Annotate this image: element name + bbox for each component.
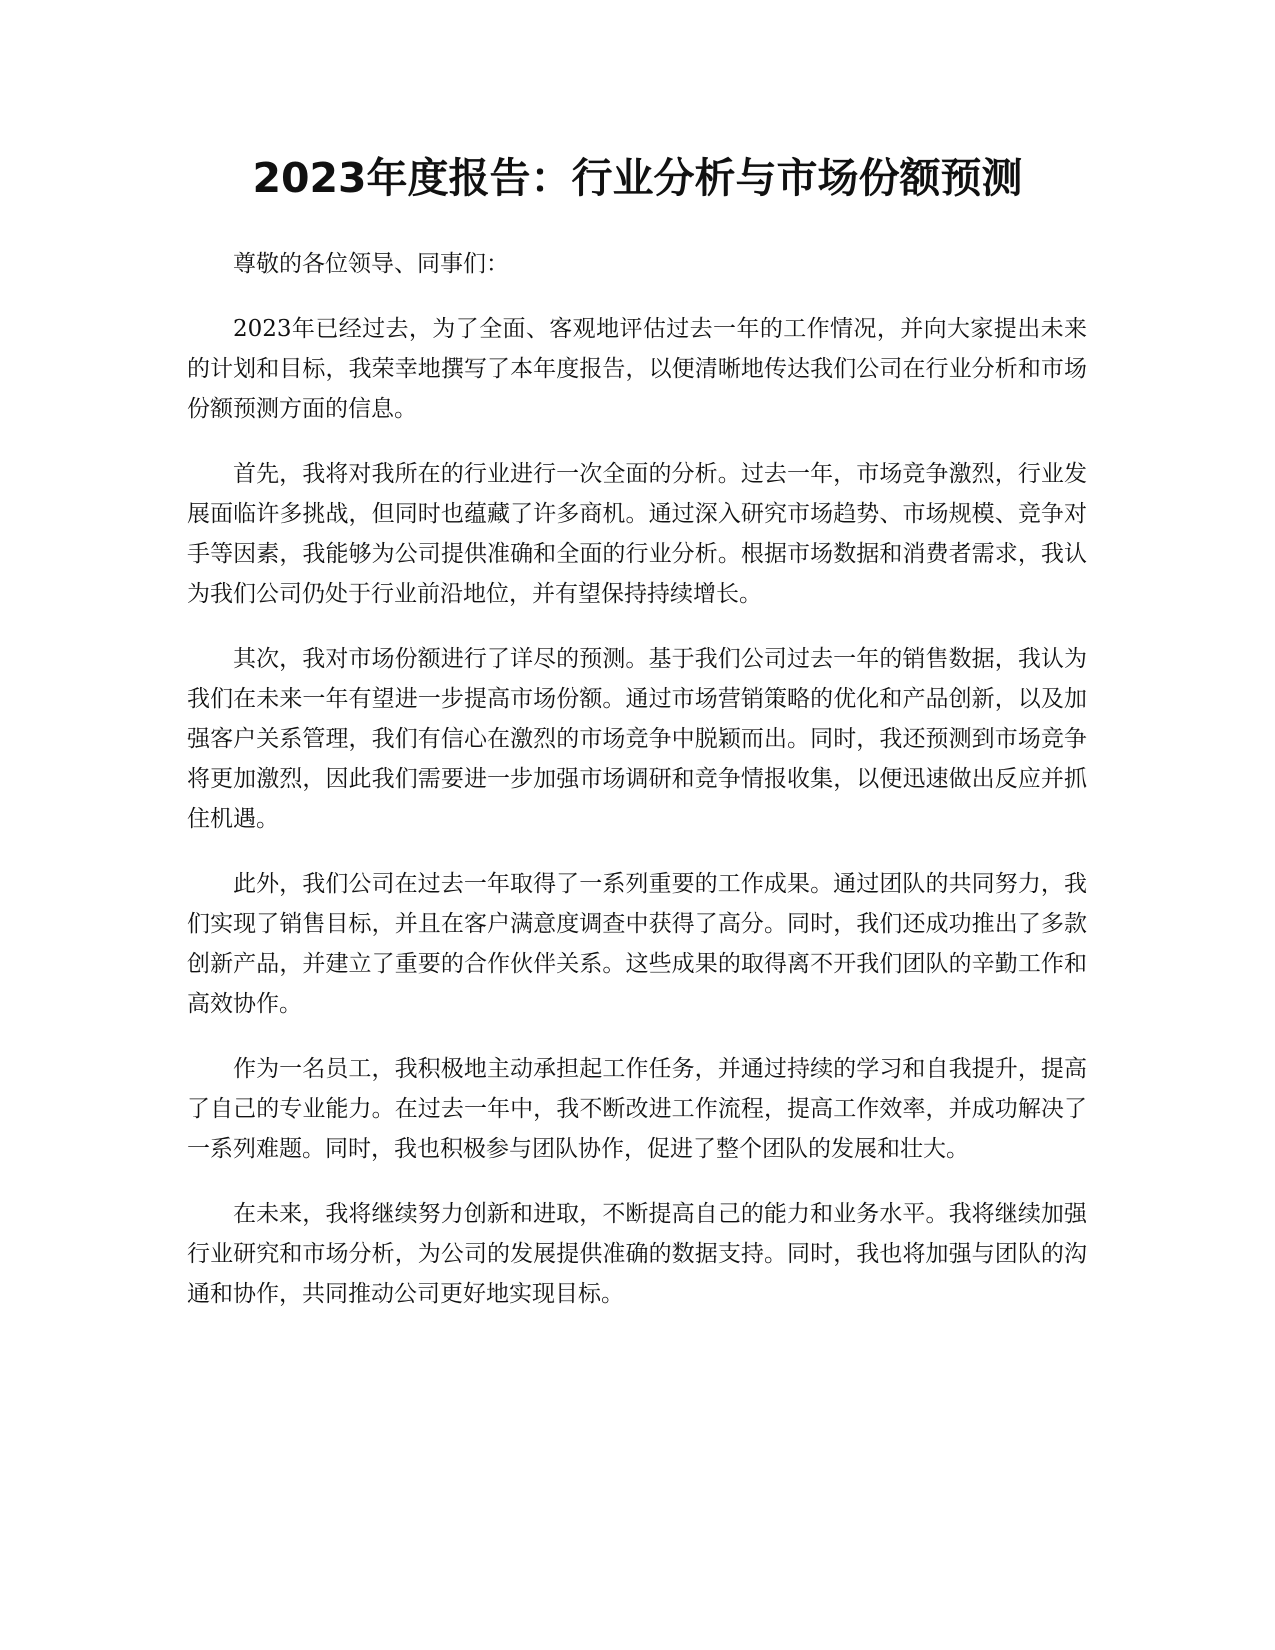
document-title: 2023年度报告：行业分析与市场份额预测	[252, 154, 1023, 202]
document-body	[187, 244, 1087, 1339]
industry-analysis-paragraph: 首先，我将对我所在的行业进行一次全面的分析。过去一年，市场竞争激烈，行业发展面临许多挑战，但同时也蕴藏了许多商机。通过深入研究市场趋势、市场规模、竞争对手等因素，我能够为公司提供准确和全面的行业分析。根据市场数据和消费者需求，我认为我们公司仍处于行业前沿地位，并有望保持持续增长。	[187, 461, 1087, 607]
intro-paragraph: 2023年已经过去，为了全面、客观地评估过去一年的工作情况，并向大家提出未来的计划和目标，我荣幸地撰写了本年度报告，以便清晰地传达我们公司在行业分析和市场份额预测方面的信息。	[187, 316, 1087, 422]
achievements-paragraph: 此外，我们公司在过去一年取得了一系列重要的工作成果。通过团队的共同努力，我们实现了销售目标，并且在客户满意度调查中获得了高分。同时，我们还成功推出了多款创新产品，并建立了重要的合作伙伴关系。这些成果的取得离不开我们团队的辛勤工作和高效协作。	[187, 871, 1087, 1017]
salutation-paragraph: 尊敬的各位领导、同事们：	[233, 251, 509, 277]
market-share-forecast-paragraph: 其次，我对市场份额进行了详尽的预测。基于我们公司过去一年的销售数据，我认为我们在未来一年有望进一步提高市场份额。通过市场营销策略的优化和产品创新，以及加强客户关系管理，我们有信心在激烈的市场竞争中脱颖而出。同时，我还预测到市场竞争将更加激烈，因此我们需要进一步加强市场调研和竞争情报收集，以便迅速做出反应并抓住机遇。	[187, 646, 1087, 832]
future-plan-paragraph: 在未来，我将继续努力创新和进取，不断提高自己的能力和业务水平。我将继续加强行业研究和市场分析，为公司的发展提供准确的数据支持。同时，我也将加强与团队的沟通和协作，共同推动公司更好地实现目标。	[187, 1201, 1087, 1307]
personal-contribution-paragraph: 作为一名员工，我积极地主动承担起工作任务，并通过持续的学习和自我提升，提高了自己的专业能力。在过去一年中，我不断改进工作流程，提高工作效率，并成功解决了一系列难题。同时，我也积极参与团队协作，促进了整个团队的发展和壮大。	[187, 1056, 1087, 1162]
